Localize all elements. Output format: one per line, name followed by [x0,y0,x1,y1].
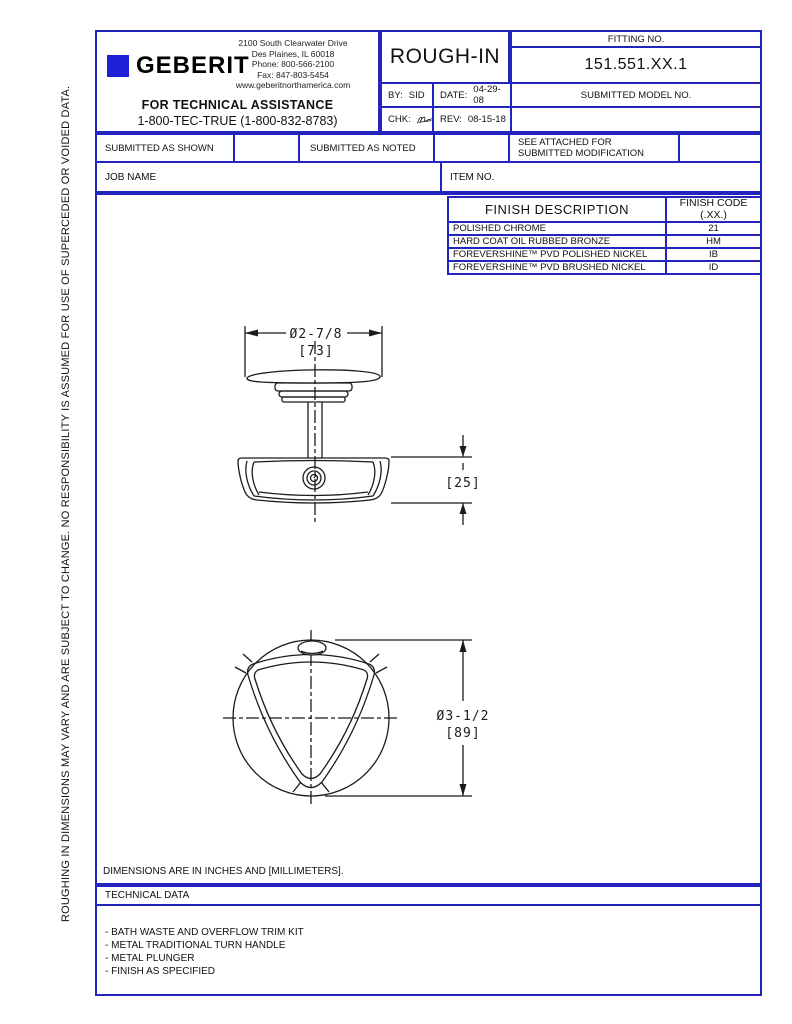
finish-code-header-line1: FINISH CODE [679,197,748,209]
technical-data-list [97,906,760,978]
see-attached-checkbox[interactable] [678,133,762,163]
finish-code-header-line2: (.XX.) [700,208,727,221]
finish-description: POLISHED CHROME [453,223,546,234]
technical-data-header-cell [95,885,762,906]
see-attached-line2: SUBMITTED MODIFICATION [518,148,644,159]
turn-handle-hub [303,467,325,489]
doc-title: ROUGH-IN [389,45,501,68]
submitted-model-label-cell [510,82,762,108]
technical-data-item: - FINISH AS SPECIFIED [105,966,216,977]
see-attached-cell [508,133,680,163]
address-line: Phone: 800-566-2100 [251,59,335,69]
item-no-field[interactable] [440,161,762,193]
by-value: SID [408,89,425,101]
address-line: Des Plaines, IL 60018 [251,48,335,59]
submitted-as-shown-cell [95,133,235,163]
technical-assistance-phone: 1-800-TEC-TRUE (1-800-832-8783) [137,114,338,128]
rev-cell [432,106,512,133]
side-disclaimer: ROUGHING IN DIMENSIONS MAY VARY AND ARE SUBJECT TO CHANGE. NO RESPONSIBILITY IS ASSUMED FOR USE OF SUPERCEDED OR VOIDED DATA. [60,85,72,922]
submitted-as-noted-cell [298,133,435,163]
address-line: Fax: 847-803-5454 [257,69,329,80]
company-address [218,38,368,91]
rev-value: 08-15-18 [467,114,506,125]
submitted-model-value-field[interactable] [510,106,762,133]
submitted-as-shown-checkbox[interactable] [233,133,300,163]
units-note: DIMENSIONS ARE IN INCHES AND [MILLIMETERS]. [103,866,344,877]
finish-description-header: FINISH DESCRIPTION [484,202,630,217]
submitted-as-shown-label: SUBMITTED AS SHOWN [105,142,214,154]
doc-title-cell [380,30,510,84]
rev-label: REV: [440,114,462,125]
technical-drawing [95,193,762,866]
finish-code: HM [706,236,721,247]
technical-data-cell [95,904,762,996]
job-name-label: JOB NAME [105,171,157,183]
by-label: BY: [388,89,403,101]
chk-signature [417,112,432,128]
date-cell [432,82,512,108]
dim-height-mm: [25] [445,476,481,491]
date-value: 04-29-08 [473,84,501,106]
finish-code: ID [708,262,719,273]
technical-data-header: TECHNICAL DATA [105,890,190,901]
item-no-label: ITEM NO. [450,171,495,183]
chk-label: CHK: [388,114,411,125]
submitted-model-label: SUBMITTED MODEL NO. [580,89,692,101]
address-line: 2100 South Clearwater Drive [238,38,348,48]
overflow-plate-side-view [238,458,389,503]
fitting-no-value: 151.551.XX.1 [584,56,688,73]
job-name-field[interactable] [95,161,442,193]
geberit-logo-square-icon [107,55,129,77]
fitting-no-label: FITTING NO. [607,33,665,45]
finish-description: HARD COAT OIL RUBBED BRONZE [453,236,611,247]
fitting-no-value-cell [510,46,762,84]
finish-description: FOREVERSHINE™ PVD BRUSHED NICKEL [453,262,646,273]
address-website: www.geberitnorthamerica.com [235,80,351,90]
finish-code: 21 [708,223,719,234]
technical-data-item: - METAL PLUNGER [105,953,195,964]
technical-assistance-title: FOR TECHNICAL ASSISTANCE [141,98,334,112]
finish-description: FOREVERSHINE™ PVD POLISHED NICKEL [453,249,648,260]
brand-cell [95,30,380,133]
overflow-opening [298,641,326,655]
technical-data-item: - BATH WASTE AND OVERFLOW TRIM KIT [105,927,304,938]
finish-code: IB [709,249,718,260]
submitted-as-noted-checkbox[interactable] [433,133,510,163]
geberit-logo-wordmark: GEBERIT [136,52,250,79]
dim-plate-inches: Ø3-1/2 [436,709,490,724]
date-label: DATE: [440,89,468,101]
dim-cap-mm: [73] [298,344,334,359]
dim-cap-inches: Ø2-7/8 [289,327,343,342]
plunger-cap [247,370,380,402]
by-cell [380,82,434,108]
technical-data-item: - METAL TRADITIONAL TURN HANDLE [105,940,286,951]
dim-plate-mm: [89] [445,726,481,741]
submitted-as-noted-label: SUBMITTED AS NOTED [310,142,416,154]
see-attached-line1: SEE ATTACHED FOR [518,137,612,148]
faceplate-front-view [223,630,400,806]
chk-cell [380,106,434,133]
